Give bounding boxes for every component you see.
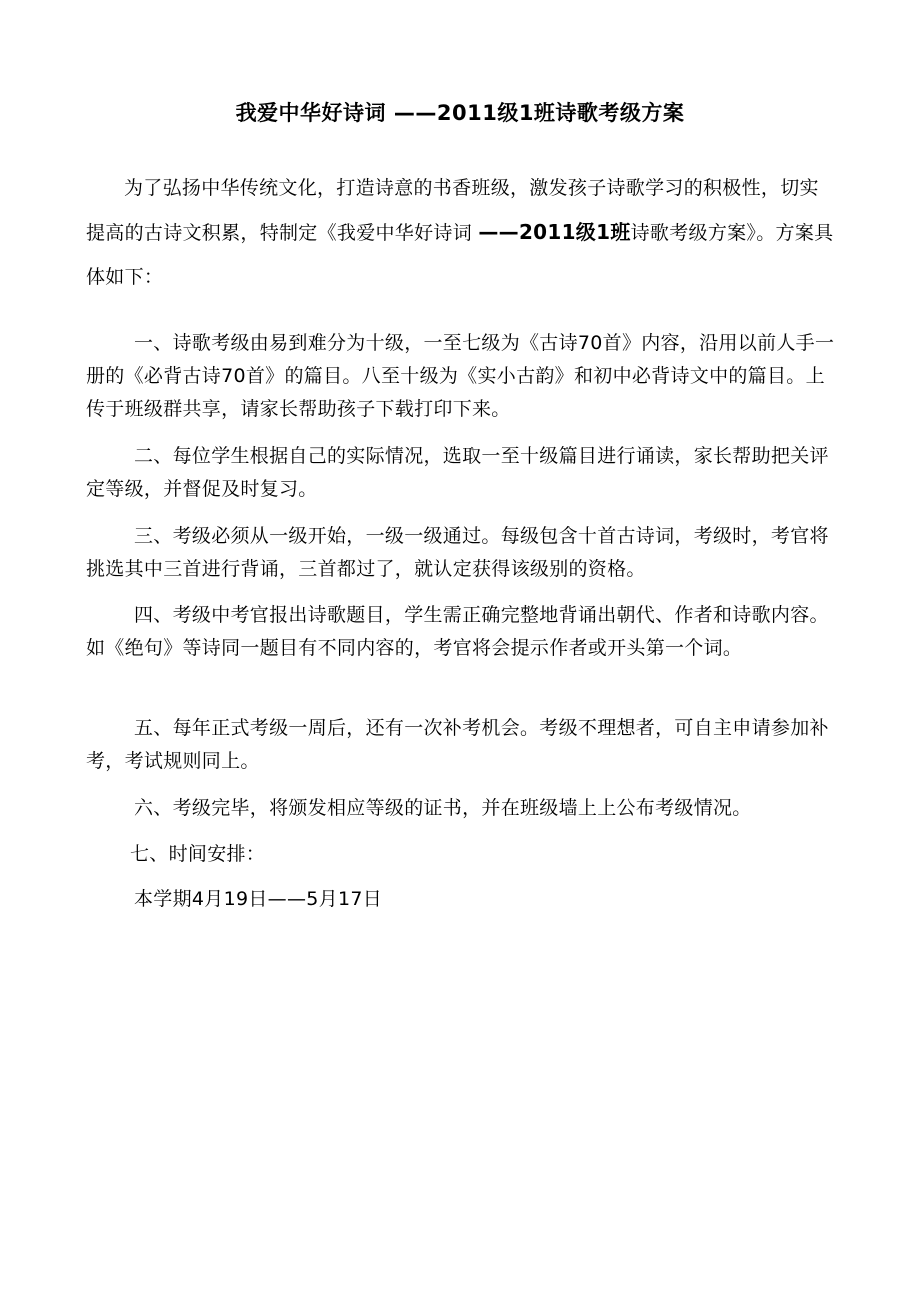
paragraph-3: 三、考级必须从一级开始，一级一级通过。每级包含十首古诗词，考级时，考官将挑选其中三首进行背诵，三首都过了，就认定获得该级别的资格。: [86, 525, 829, 580]
paragraph-5: 五、每年正式考级一周后，还有一次补考机会。考级不理想者，可自主申请参加补考，考试规则同上。: [86, 717, 829, 772]
paragraph-4: 四、考级中考官报出诗歌题目，学生需正确完整地背诵出朝代、作者和诗歌内容。如《绝句》等诗同一题目有不同内容的，考官将会提示作者或开头第一个词。: [86, 604, 829, 659]
document-title: 我爱中华好诗词 ——2011级1班诗歌考级方案: [235, 101, 685, 125]
paragraph-1: 一、诗歌考级由易到难分为十级，一至七级为《古诗70首》内容，沿用以前人手一册的《必背古诗70首》的篇目。八至十级为《实小古韵》和初中必背诗文中的篇目。上传于班级群共享，请家长帮助孩子下载打印下来。: [86, 332, 835, 420]
intro-text-before: 为了弘扬中华传统文化，打造诗意的书香班级，激发孩子诗歌学习的积极性，切实提高的古诗文积累，特制定《我爱中华好诗词: [86, 177, 819, 244]
paragraph-7: 七、时间安排：: [130, 843, 266, 865]
paragraph-6: 六、考级完毕，将颁发相应等级的证书，并在班级墙上上公布考级情况。: [134, 797, 752, 819]
intro-paragraph: [86, 166, 838, 299]
intro-text-bold: ——2011级1班: [478, 220, 631, 244]
intro-text-after: 诗歌考级方案》。方案具体如下：: [86, 222, 834, 288]
schedule-date: 本学期4月19日——5月17日: [134, 888, 383, 910]
paragraph-2: 二、每位学生根据自己的实际情况，选取一至十级篇目进行诵读，家长帮助把关评定等级，并督促及时复习。: [86, 445, 829, 500]
